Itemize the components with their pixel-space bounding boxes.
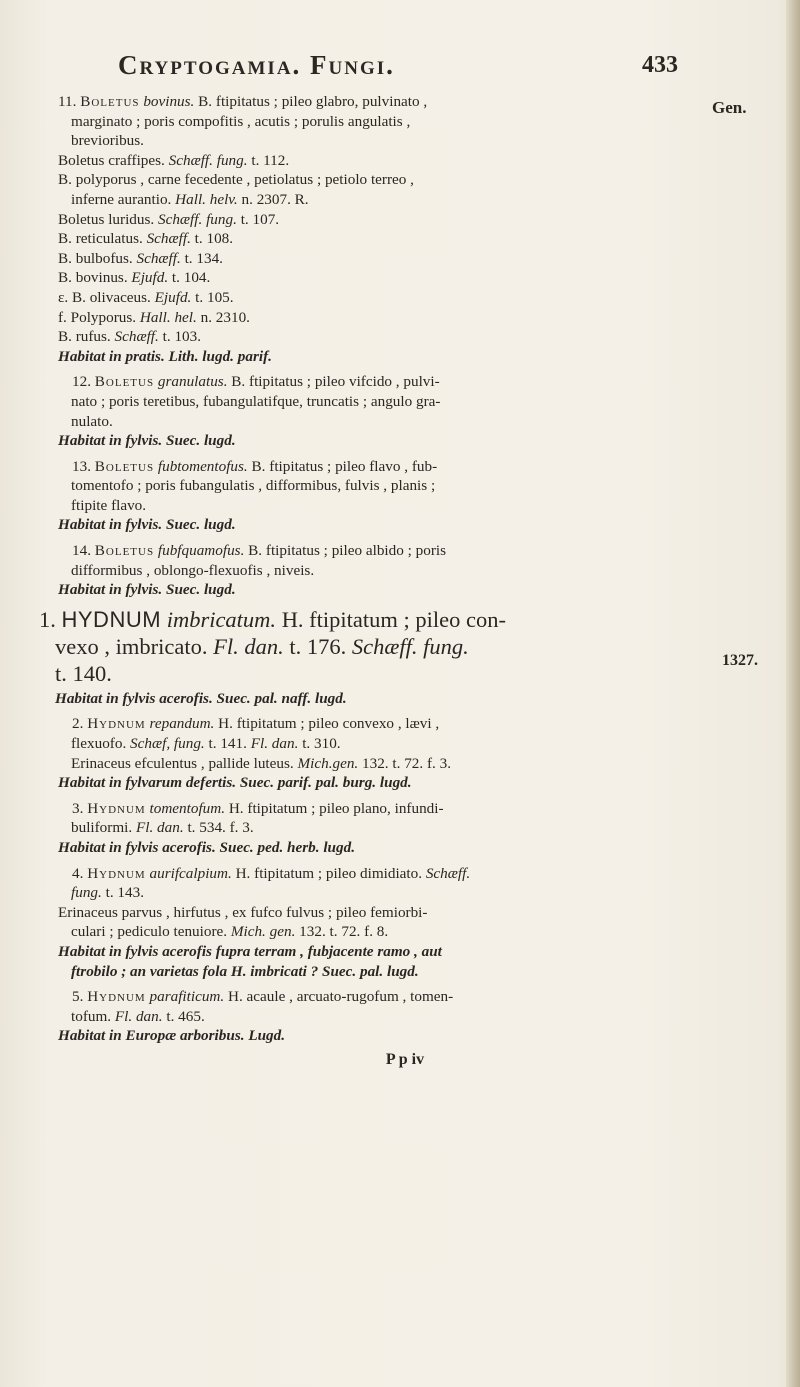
habitat-line: Habitat in fylvis acerofis fupra terram , fubjacente ramo , aut xyxy=(58,942,442,960)
diagnosis-line: brevioribus. xyxy=(71,132,144,150)
diagnosis-line: B. ftipitatus ; pileo albido ; poris xyxy=(244,542,447,560)
genus-name: Boletus xyxy=(80,93,140,110)
diagnosis-line: t. 140. xyxy=(55,660,112,686)
genus-name: Hydnum xyxy=(87,799,146,817)
synonym-line: ε. B. olivaceus. Ejufd. t. 105. xyxy=(58,288,234,306)
habitat-line: ftrobilo ; an varietas fola H. imbricati ? Suec. pal. lugd. xyxy=(71,962,419,980)
species-name: aurifcalpium. xyxy=(149,864,232,882)
running-header xyxy=(118,50,678,90)
entry-hydnum-parasiticum xyxy=(55,987,715,1046)
diagnosis-line: difformibus , oblongo-flexuofis , niveis. xyxy=(71,561,315,579)
diagnosis-line: tofum. Fl. dan. t. 465. xyxy=(71,1007,205,1025)
genus-name: HYDNUM xyxy=(61,606,162,632)
genus-name: Boletus xyxy=(94,373,155,391)
entry-number: 5. xyxy=(72,988,84,1006)
diagnosis-line: B. ftipitatus ; pileo flavo , fub- xyxy=(247,457,438,475)
diagnosis-line: marginato ; poris compofitis , acutis ; porulis angulatis , xyxy=(71,112,411,130)
synonym-line: inferne aurantio. Hall. helv. n. 2307. R. xyxy=(71,190,309,208)
species-name: parafiticum. xyxy=(149,988,225,1006)
species-name: repandum. xyxy=(149,715,215,733)
genus-name: Hydnum xyxy=(87,715,146,733)
genus-name: Boletus xyxy=(94,457,155,475)
synonym-line: B. rufus. Schæff. t. 103. xyxy=(58,328,202,346)
entry-number: 2. xyxy=(72,715,84,733)
diagnosis-line: vexo , imbricato. Fl. dan. t. 176. Schæff. fung. xyxy=(55,633,469,659)
species-name: fubtomentofus. xyxy=(157,457,248,475)
synonym-line: Erinaceus efculentus , pallide luteus. Mich.gen. 132. t. 72. f. 3. xyxy=(71,754,452,772)
signature-mark: P p iv xyxy=(385,1050,425,1068)
diagnosis-line: flexuofo. Schæf, fung. t. 141. Fl. dan. t. 310. xyxy=(71,735,341,753)
page-number: 433 xyxy=(642,52,678,78)
entry-number: 3. xyxy=(72,799,84,817)
diagnosis-line: fung. t. 143. xyxy=(71,884,145,902)
margin-species-number: 1327. xyxy=(722,652,758,669)
synonym-line: Boletus luridus. Schæff. fung. t. 107. xyxy=(58,210,280,228)
species-name: tomentofum. xyxy=(149,799,226,817)
entry-number: 14. xyxy=(72,542,91,560)
species-name: fubfquamofus. xyxy=(157,542,245,560)
entry-number: 12. xyxy=(72,373,91,391)
page-edge xyxy=(786,0,800,1387)
margin-gen-marker: Gen. xyxy=(712,98,747,117)
entry-hydnum-auriscalpium: 4. Hydnum aurifcalpium. H. ftipitatum ; pileo dimidiato. Schæff. fung. t. 143. Erinaceus parvus , hirfutus , ex fufco fulvus ; pileo femiorbi- culari ; pediculo tenuiore. Mich. gen. 132. t. 72. f. 8. Habitat in fylvis acerofis fupra terram , fubjacente ramo , aut ftrobilo ; an varietas fola H. imbricati ? Suec. pal. lugd. xyxy=(55,864,715,982)
habitat-line: Habitat in fylvis. Suec. lugd. xyxy=(58,581,236,599)
habitat-line: Habitat in fylvis acerofis. Suec. pal. naff. lugd. xyxy=(55,689,347,707)
main-text xyxy=(39,92,715,1070)
diagnosis-line: B. ftipitatus ; pileo vifcido , pulvi- xyxy=(227,373,440,391)
entry-hydnum-tomentosum xyxy=(55,799,715,858)
genus-name: Boletus xyxy=(94,542,155,560)
entry-number: 1. xyxy=(39,606,56,632)
habitat-line: Habitat in fylvis. Suec. lugd. xyxy=(58,432,236,450)
entry-number: 11. xyxy=(58,93,77,110)
genus-name: Hydnum xyxy=(87,864,146,882)
diagnosis-line: tomentofo ; poris fubangulatis , difformibus, fulvis , planis ; xyxy=(71,477,436,495)
diagnosis-line: H. acaule , arcuato-rugofum , tomen- xyxy=(224,988,454,1006)
species-name: granulatus. xyxy=(157,373,228,391)
diagnosis-line: H. ftipitatum ; pileo plano, infundi- xyxy=(225,799,444,817)
synonym-line: B. bovinus. Ejufd. t. 104. xyxy=(58,269,211,287)
diagnosis-line: buliformi. Fl. dan. t. 534. f. 3. xyxy=(71,819,254,837)
diagnosis-line: H. ftipitatum ; pileo dimidiato. xyxy=(231,864,423,882)
entry-number: 13. xyxy=(72,457,91,475)
entry-boletus-granulatus xyxy=(55,372,715,450)
habitat-line: Habitat in fylvarum defertis. Suec. parif. pal. burg. lugd. xyxy=(58,774,412,792)
entry-boletus-subsquamosus xyxy=(55,541,715,600)
habitat-line: Habitat in Europæ arboribus. Lugd. xyxy=(58,1027,286,1045)
synonym-line: B. bulbofus. Schæff. t. 134. xyxy=(58,249,223,267)
diagnosis-line: B. ftipitatus ; pileo glabro, pulvinato , xyxy=(194,93,428,110)
diagnosis-line: ftipite flavo. xyxy=(71,496,147,514)
synonym-line: B. polyporus , carne fecedente , petiolatus ; petiolo terreo , xyxy=(58,171,414,189)
entry-hydnum-repandum xyxy=(55,714,715,792)
habitat-line: Habitat in pratis. Lith. lugd. parif. xyxy=(58,347,272,365)
synonym-line: f. Polyporus. Hall. hel. n. 2310. xyxy=(58,308,250,326)
page-title: Cryptogamia. Fungi. xyxy=(118,50,395,80)
diagnosis-line: nato ; poris teretibus, fubangulatifque, truncatis ; angulo gra- xyxy=(71,392,441,410)
synonym-line: culari ; pediculo tenuiore. Mich. gen. 132. t. 72. f. 8. xyxy=(71,923,389,941)
diagnosis-line: nulato. xyxy=(71,412,113,430)
synonym-line: Boletus craffipes. Schæff. fung. t. 112. xyxy=(58,151,290,169)
species-name: bovinus. xyxy=(143,93,195,110)
synonym-line: Erinaceus parvus , hirfutus , ex fufco fulvus ; pileo femiorbi- xyxy=(58,903,428,921)
entry-number: 4. xyxy=(72,864,84,882)
entry-boletus-bovinus xyxy=(55,92,715,366)
entry-boletus-subtomentosus xyxy=(55,457,715,535)
genus-name: Hydnum xyxy=(87,988,146,1006)
habitat-line: Habitat in fylvis. Suec. lugd. xyxy=(58,516,236,534)
species-name: imbricatum. xyxy=(166,606,277,632)
entry-hydnum-imbricatum xyxy=(39,606,715,687)
diagnosis-line: H. ftipitatum ; pileo con- xyxy=(276,606,507,632)
diagnosis-line: H. ftipitatum ; pileo convexo , lævi , xyxy=(214,715,440,733)
synonym-line: B. reticulatus. Schæff. t. 108. xyxy=(58,230,234,248)
habitat-line: Habitat in fylvis acerofis. Suec. ped. herb. lugd. xyxy=(58,839,355,856)
